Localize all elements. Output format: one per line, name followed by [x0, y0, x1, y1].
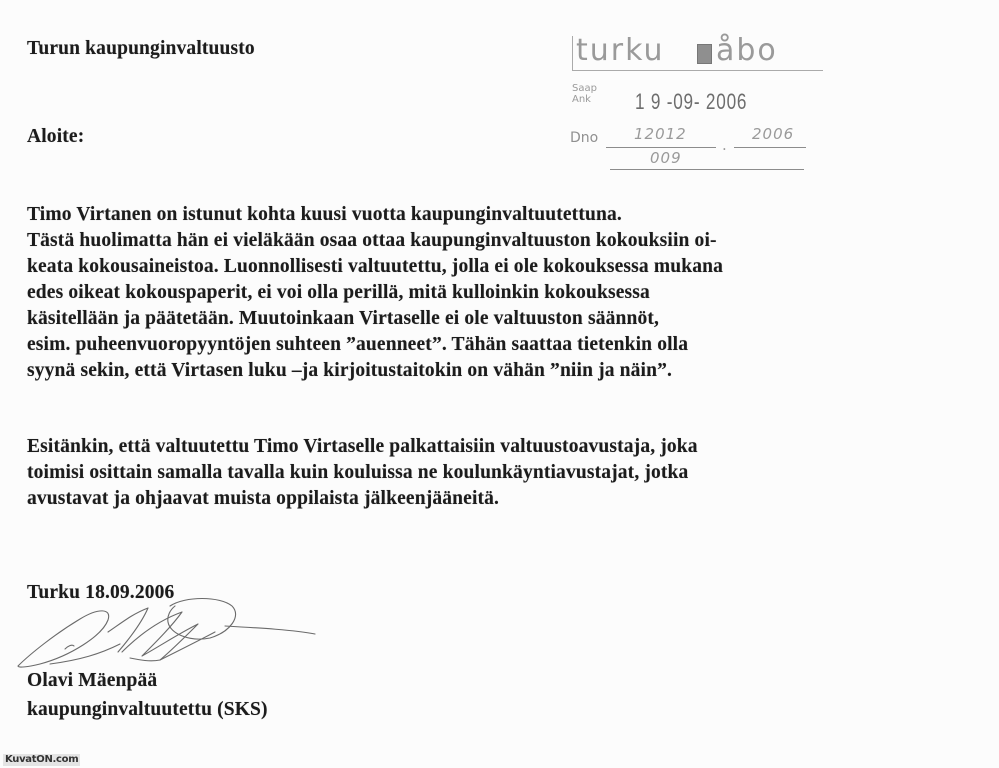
signer-title: kaupunginvaltuutettu (SKS): [27, 699, 268, 720]
stamp-dno-separator: .: [722, 136, 728, 154]
stamp-dno-year: 2006: [752, 125, 795, 143]
letter-heading: Turun kaupunginvaltuusto: [27, 38, 255, 59]
paragraph-line: edes oikeat kokouspaperit, ei voi olla perillä, mitä kulloinkin kokouksessa: [27, 282, 650, 303]
stamp-dno-sub-line: [610, 169, 804, 170]
stamp-dno-year-line: [734, 147, 806, 148]
stamp-received-label-sv: Ank: [572, 94, 591, 105]
paragraph-line: keata kokousaineistoa. Luonnollisesti valtuutettu, jolla ei ole kokouksessa mukana: [27, 256, 724, 277]
paragraph-line: Tästä huolimatta hän ei vieläkään osaa ottaa kaupunginvaltuuston kokouksiin oi-: [27, 230, 717, 251]
paragraph-line: toimisi osittain samalla tavalla kuin kouluissa ne koulunkäyntiavustajat, jotka: [27, 462, 689, 483]
stamp-dno-number-line: [606, 147, 716, 148]
received-stamp: [562, 33, 832, 176]
watermark: KuvatON.com: [5, 754, 79, 765]
stamp-logo-turku: turku: [576, 33, 665, 68]
stamp-logo-abo: åbo: [716, 33, 778, 68]
paragraph-2: [27, 434, 698, 512]
paragraph-line: käsitellään ja päätetään. Muutoinkaan Virtaselle ei ole valtuuston säännöt,: [27, 308, 660, 329]
handwritten-signature-icon: [10, 594, 330, 674]
stamp-received-date: 1 9 -09- 2006: [635, 89, 748, 114]
signer-name: Olavi Mäenpää: [27, 670, 158, 691]
stamp-dno-number: 12012: [634, 125, 687, 143]
stamp-received-label-fi: Saap: [572, 83, 597, 94]
paragraph-line: esim. puheenvuoropyyntöjen suhteen ”auenneet”. Tähän saattaa tietenkin olla: [27, 334, 689, 355]
stamp-received-label: [572, 83, 597, 105]
paragraph-line: syynä sekin, että Virtasen luku –ja kirjoitustaitokin on vähän ”niin ja näin”.: [27, 360, 673, 381]
stamp-dno-sub: 009: [650, 149, 682, 167]
paragraph-1: [27, 202, 723, 384]
paragraph-line: Esitänkin, että valtuutettu Timo Virtaselle palkattaisiin valtuustoavustaja, joka: [27, 436, 698, 457]
document-type-label: Aloite:: [27, 126, 85, 147]
paragraph-line: avustavat ja ohjaavat muista oppilaista jälkeenjääneitä.: [27, 488, 500, 509]
stamp-dno-label: Dno: [570, 130, 599, 146]
paragraph-line: Timo Virtanen on istunut kohta kuusi vuotta kaupunginvaltuutettuna.: [27, 204, 622, 225]
place-and-date: Turku 18.09.2006: [27, 582, 175, 603]
turku-coat-of-arms-icon: [697, 44, 712, 64]
